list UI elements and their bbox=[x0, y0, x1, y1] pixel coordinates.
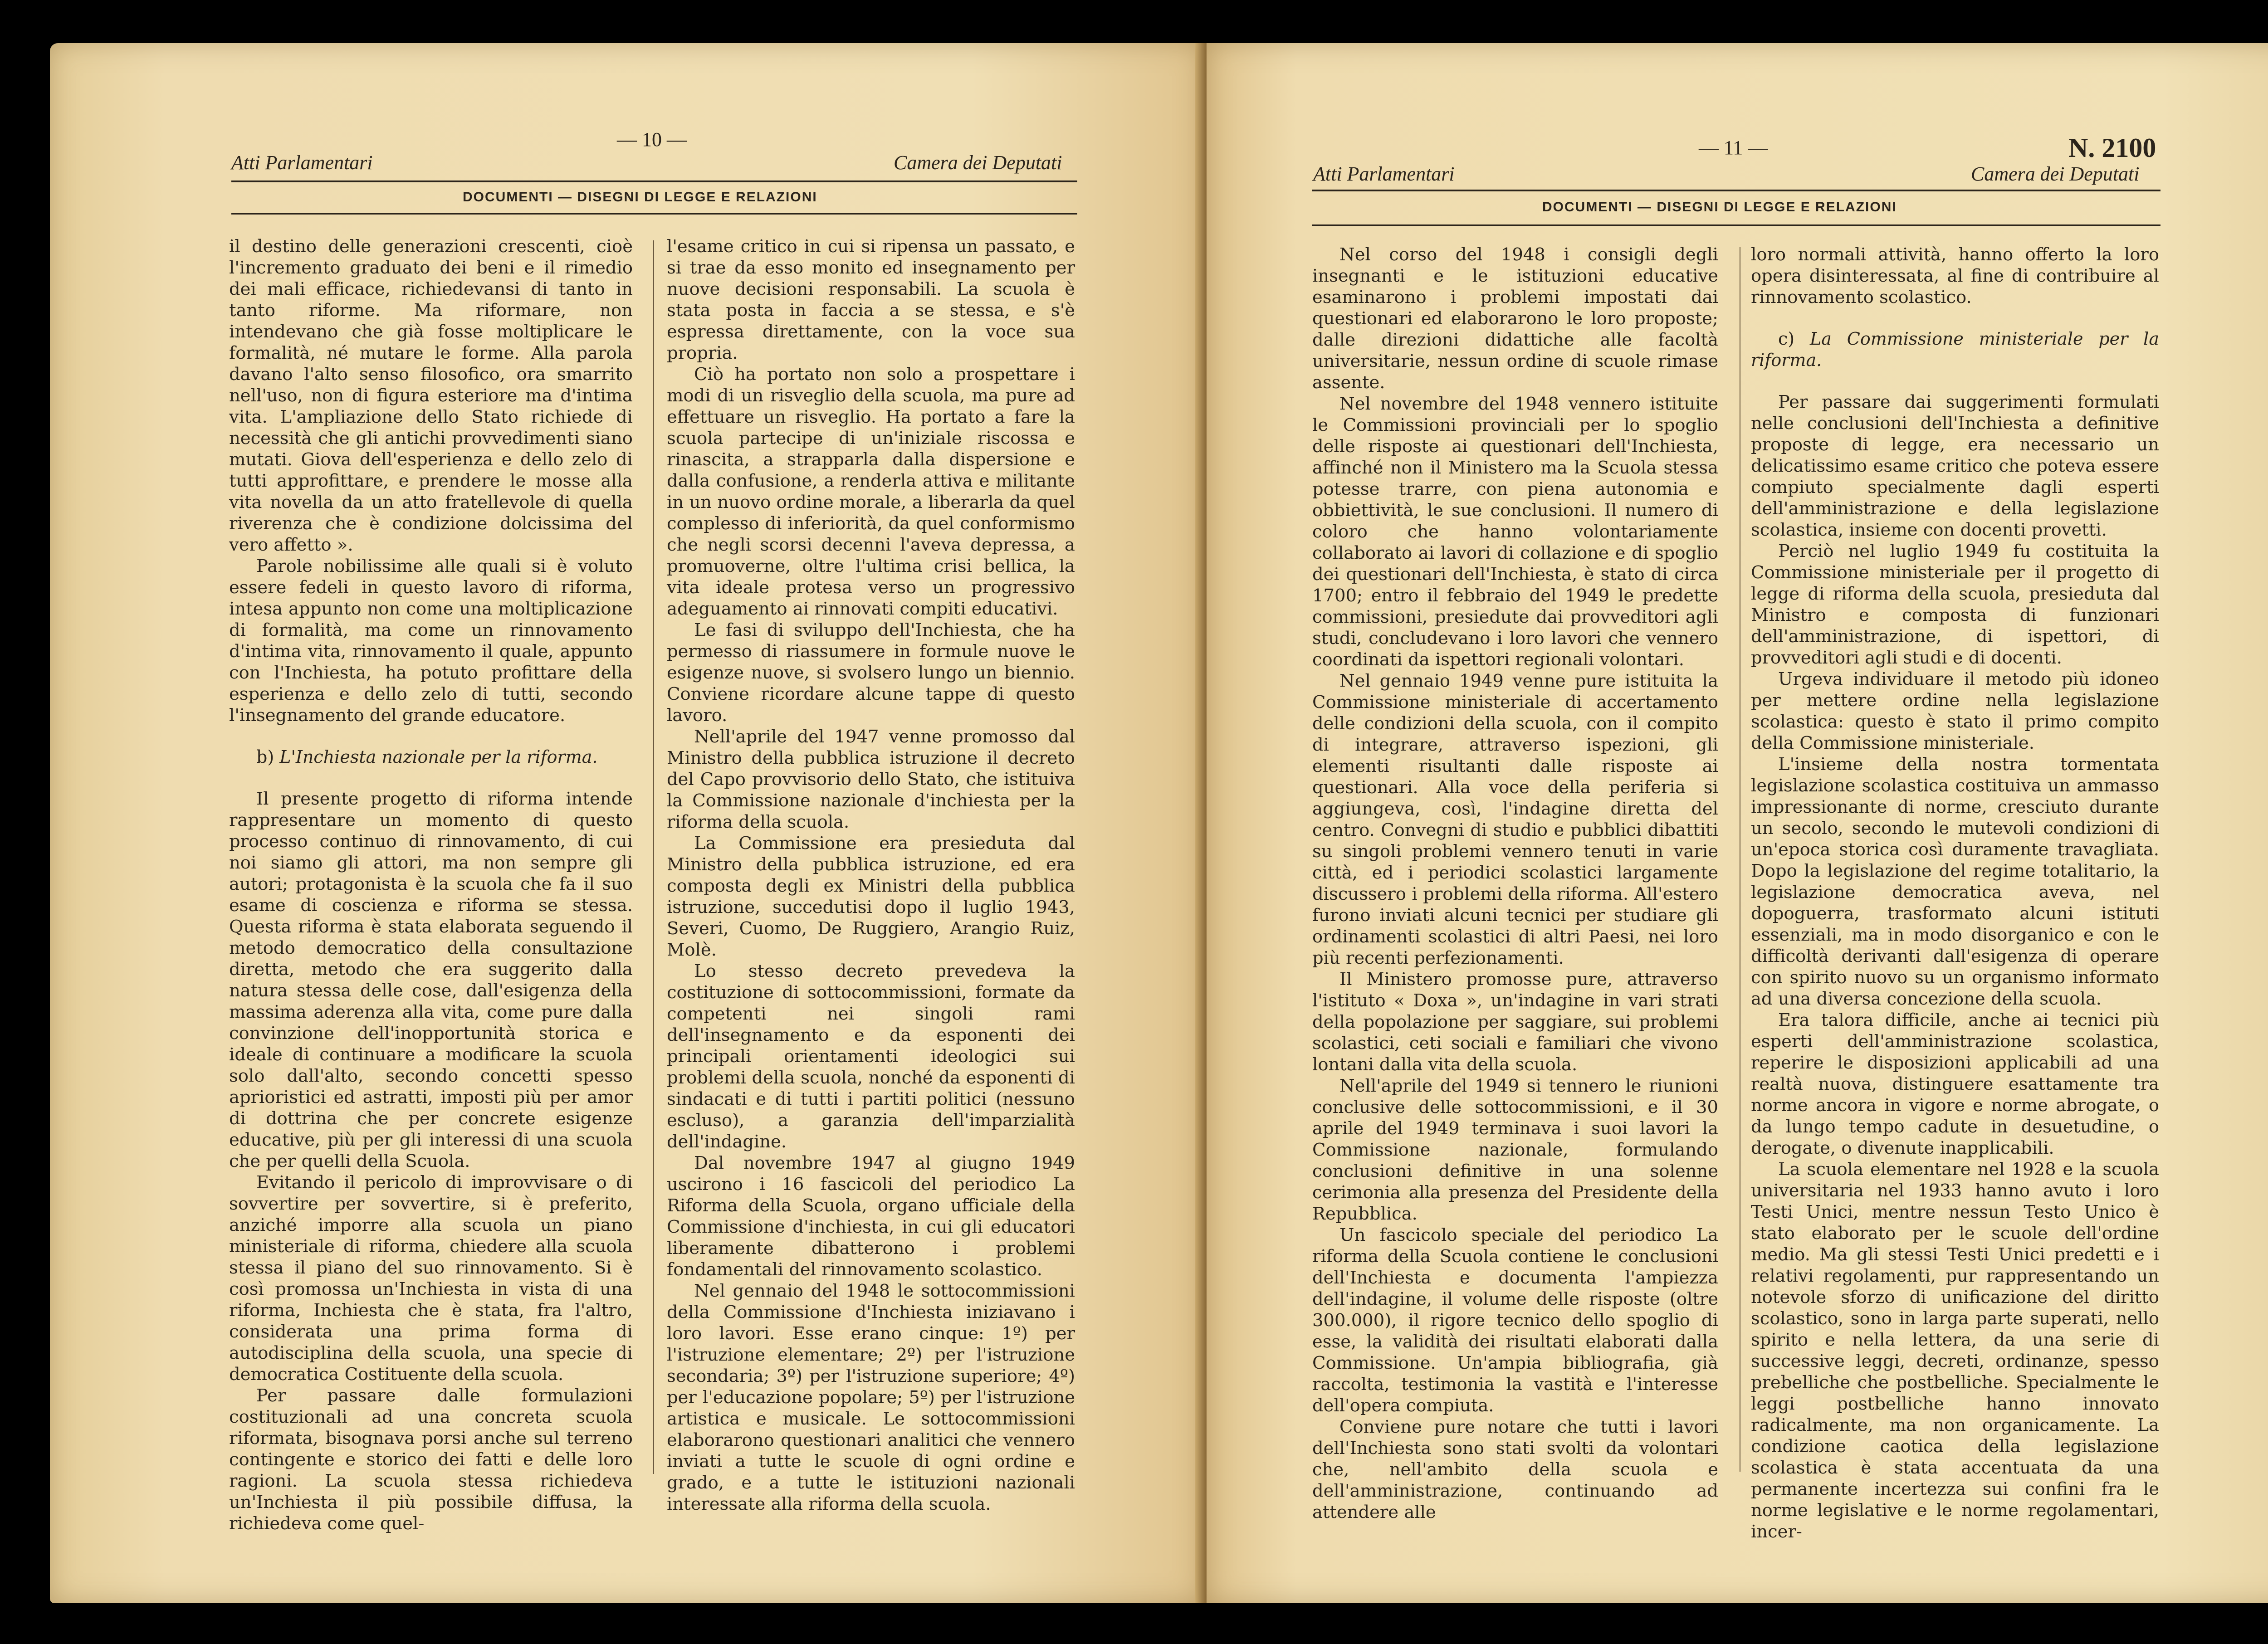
heading-label: b) bbox=[256, 747, 274, 767]
column-divider-left bbox=[653, 240, 654, 1474]
paragraph: Nell'aprile del 1949 si tennero le riunioni conclusive delle sottocommissioni, e il 30 aprile del 1949 terminava i suoi lavori la Commissione nazionale, formulando conclusioni definitive in una solenne cerimonia alla presenza del Presidente della Repubblica. bbox=[1312, 1076, 1718, 1224]
paragraph: Lo stesso decreto prevedeva la costituzione di sottocommissioni, formate da competenti nei singoli rami dell'insegnamento e da esponenti dei principali orientamenti ideologici sui problemi della scuola, nonché da esponenti di sindacati e di tutti i partiti politici (nessuno escluso), a garanzia dell'imparzialità dell'indagine. bbox=[667, 961, 1075, 1152]
paragraph: Per passare dai suggerimenti formulati nelle conclusioni dell'Inchiesta a definitive proposte di legge, era necessario un delicatissimo esame critico che poteva essere compiuto specialmente dagli esperti dell'amministrazione e della legislazione scolastica, insieme con docenti provetti. bbox=[1751, 392, 2159, 540]
heading-title: L'Inchiesta nazionale per la riforma. bbox=[279, 747, 598, 767]
left-column-1 bbox=[229, 236, 633, 1534]
document-number: N. 2100 bbox=[2068, 133, 2156, 163]
section-heading-b bbox=[229, 746, 633, 768]
paragraph: Per passare dalle formulazioni costituzionali ad una concreta scuola riformata, bisognava porsi anche sul terreno contingente e storico dei fatti e delle loro ragioni. La scuola stessa richiedeva un'Inchiesta il più possibile diffusa, la richiedeva come quel- bbox=[229, 1385, 633, 1534]
paragraph: l'esame critico in cui si ripensa un passato, e si trae da esso monito ed insegnamento per nuove decisioni responsabili. La scuola è stata posta in faccia a se stessa, e s'è espressa direttamente, con la voce sua propria. bbox=[667, 236, 1075, 363]
left-column-2 bbox=[667, 236, 1075, 1515]
paragraph: Le fasi di sviluppo dell'Inchiesta, che ha permesso di riassumere in formule nuove le esigenze nuove, si svolsero lungo un biennio. Conviene ricordare alcune tappe di questo lavoro. bbox=[667, 620, 1075, 726]
paragraph: Il presente progetto di riforma intende rappresentare un momento di questo processo continuo di rinnovamento, di cui noi siamo gli attori, ma non sempre gli autori; protagonista è la scuola che fa il suo esame di coscienza e riforma se stessa. Questa riforma è stata elaborata seguendo il metodo democratico della consultazione diretta, metodo che era suggerito dalla natura stessa delle cose, dall'esigenza della massima aderenza alla vita, come pure dalla convinzione dell'inopportunità storica e ideale di continuare a modificare la scuola solo dall'alto, secondo concetti spesso aprioristici ed astratti, imposti più per amor di dottrina che per concrete esigenze educative, più per gli interessi di una scuola che per quelli della Scuola. bbox=[229, 789, 633, 1171]
section-heading-c bbox=[1751, 328, 2159, 371]
header-rule-right bbox=[1312, 190, 2160, 191]
paragraph: loro normali attività, hanno offerto la loro opera disinteressata, al fine di contribuire al rinnovamento scolastico. bbox=[1751, 244, 2159, 307]
paragraph: Nell'aprile del 1947 venne promosso dal Ministro della pubblica istruzione il decreto del Capo provvisorio dello Stato, che istituiva la Commissione nazionale d'inchiesta per la riforma della scuola. bbox=[667, 727, 1075, 832]
paragraph: La scuola elementare nel 1928 e la scuola universitaria nel 1933 hanno avuto i loro Testi Unici, mentre nessun Testo Unico è stato elaborato per le scuole dell'ordine medio. Ma gli stessi Testi Unici predetti e i relativi regolamenti, pur rappresentando un notevole sforzo di unificazione del diritto scolastico, sono in larga parte superati, nello spirito e nella lettera, da una serie di successive leggi, decreti, ordinanze, spesso prebelliche che postbelliche. Specialmente le leggi postbelliche hanno innovato radicalmente, ma non organicamente. La condizione caotica della legislazione scolastica è stata accentuata da una permanente incertezza sui confini fra le norme legislative e le norme regolamentari, incer- bbox=[1751, 1159, 2159, 1542]
paragraph: Dal novembre 1947 al giugno 1949 uscirono i 16 fascicoli del periodico La Riforma della Scuola, organo ufficiale della Commissione d'inchiesta, in cui gli educatori liberamente dibatterono i problemi fondamentali del rinnovamento scolastico. bbox=[667, 1153, 1075, 1280]
section-title-right: DOCUMENTI — DISEGNI DI LEGGE E RELAZIONI bbox=[1542, 200, 1897, 215]
paragraph: Un fascicolo speciale del periodico La riforma della Scuola contiene le conclusioni dell'Inchiesta e documenta l'ampiezza dell'indagine, il volume delle risposte (oltre 300.000), il rigore tecnico dello spoglio di esse, la validità dei risultati elaborati dalla Commissione. Un'ampia bibliografia, già raccolta, testimonia la vastità e l'interesse dell'opera compiuta. bbox=[1312, 1225, 1718, 1416]
paragraph: Era talora difficile, anche ai tecnici più esperti dell'amministrazione scolastica, reperire le disposizioni applicabili ad una realtà nuova, distinguere esattamente tra norme ancora in vigore e norme abrogate, o da lungo tempo cadute in desuetudine, o derogate, o divenute inapplicabili. bbox=[1751, 1010, 2159, 1158]
heading-title: La Commissione ministeriale per la riforma. bbox=[1751, 329, 2159, 370]
paragraph: Conviene pure notare che tutti i lavori dell'Inchiesta sono stati svolti da volontari che, nell'ambito della scuola e dell'amministrazione, continuando ad attendere alle bbox=[1312, 1417, 1718, 1522]
header-rule-left bbox=[231, 180, 1077, 182]
paragraph: Nel gennaio del 1948 le sottocommissioni della Commissione d'Inchiesta iniziavano i loro lavori. Esse erano cinque: 1º) per l'istruzione elementare; 2º) per l'istruzione secondaria; 3º) per l'istruzione superiore; 4º) per l'educazione popolare; 5º) per l'istruzione artistica e musicale. Le sottocommissioni elaborarono questionari analitici che vennero inviati a tutte le scuole di ogni ordine e grado, e a tutte le istituzioni nazionali interessate alla riforma della scuola. bbox=[667, 1281, 1075, 1514]
paragraph: Nel novembre del 1948 vennero istituite le Commissioni provinciali per lo spoglio delle risposte ai questionari dell'Inchiesta, affinché non il Ministero ma la Scuola stessa potesse trarre, con piena autonomia e obbiettività, le sue conclusioni. Il numero di coloro che hanno volontariamente collaborato ai lavori di collazione e di spoglio dei questionari dell'Inchiesta, è stato di circa 1700; entro il febbraio del 1949 le predette commissioni, presiedute dai provveditori agli studi, concludevano i loro lavori che vennero coordinati da ispettori regionali volontari. bbox=[1312, 394, 1718, 670]
heading-label: c) bbox=[1778, 329, 1795, 349]
header-camera-deputati-right: Camera dei Deputati bbox=[1971, 163, 2140, 185]
paragraph: L'insieme della nostra tormentata legislazione scolastica costituiva un ammasso impressionante di norme, cresciuto durante un secolo, secondo le mutevoli condizioni di un'epoca storica così duramente travagliata. Dopo la legislazione del regime totalitario, la legislazione democratica aveva, nel dopoguerra, trasformato alcuni istituti essenziali, ma in modo disorganico e con le difficoltà derivanti dall'esigenza di operare con spirito nuovo su un organismo informato ad una diversa concezione della scuola. bbox=[1751, 754, 2159, 1009]
paragraph: Parole nobilissime alle quali si è voluto essere fedeli in questo lavoro di riforma, intesa appunto non come una moltiplicazione di formalità, ma come un rinnovamento d'intima vita, rinnovamento il quale, appunto con l'Inchiesta, ha potuto profittare della esperienza e dello zelo di tutti, secondo l'insegnamento del grande educatore. bbox=[229, 556, 633, 726]
section-rule-right bbox=[1312, 224, 2160, 226]
header-camera-deputati-left: Camera dei Deputati bbox=[894, 151, 1062, 174]
paragraph: Urgeva individuare il metodo più idoneo per mettere ordine nella legislazione scolastica: questo è stato il primo compito della Commissione ministeriale. bbox=[1751, 669, 2159, 753]
page-number-right: — 11 — bbox=[1699, 137, 1768, 159]
paragraph: Nel gennaio 1949 venne pure istituita la Commissione ministeriale di accertamento delle condizioni della scuola, con il compito di integrare, attraverso ispezioni, gli elementi risultanti dalle risposte ai questionari. Alla voce della periferia si aggiungeva, così, l'indagine diretta del centro. Convegni di studio e pubblici dibattiti su singoli problemi vennero tenuti in varie città, ed i periodici scolastici largamente discussero i problemi della riforma. All'estero furono inviati alcuni tecnici per studiare gli ordinamenti scolastici di altri Paesi, nei loro più recenti perfezionamenti. bbox=[1312, 671, 1718, 968]
section-rule-left bbox=[231, 213, 1077, 215]
paragraph: il destino delle generazioni crescenti, cioè l'incremento graduato dei beni e il rimedio dei mali efficace, richiedevansi di tanto in tanto riforme. Ma riformare, non intendevano che già fosse moltiplicare le formalità, né mutare le forme. Alla parola davano l'alto senso filosofico, ora smarrito nell'uso, non di figura esteriore ma d'intima vita. L'ampliazione dello Stato richiede di necessità che gli antichi provvedimenti siano mutati. Giova dell'esperienza e dello zelo di tutti approfittare, e prendere le mosse alla vita novella da un atto fratellevole di quella riverenza che è condizione dolcissima del vero affetto ». bbox=[229, 236, 633, 555]
page-number-left: — 10 — bbox=[617, 128, 687, 151]
right-column-2 bbox=[1751, 244, 2159, 1542]
paragraph: Il Ministero promosse pure, attraverso l'istituto « Doxa », un'indagine in vari strati della popolazione per saggiare, sui problemi scolastici, ceti sociali e familiari che vivono lontani dalla vita della scuola. bbox=[1312, 969, 1718, 1075]
paragraph: La Commissione era presieduta dal Ministro della pubblica istruzione, ed era composta degli ex Ministri della pubblica istruzione, succedutisi dopo il luglio 1943, Severi, Cuomo, De Ruggiero, Arangio Ruiz, Molè. bbox=[667, 833, 1075, 960]
paragraph: Nel corso del 1948 i consigli degli insegnanti e le istituzioni educative esaminarono i problemi impostati dai questionari ed elaborarono le loro proposte; dalle direzioni didattiche alle facoltà universitarie, nessun ordine di scuole rimase assente. bbox=[1312, 244, 1718, 393]
paragraph: Perciò nel luglio 1949 fu costituita la Commissione ministeriale per il progetto di legge di riforma della scuola, presieduta dal Ministro e composta di funzionari dell'amministrazione, di ispettori, di provveditori agli studi e di docenti. bbox=[1751, 541, 2159, 668]
paragraph: Evitando il pericolo di improvvisare o di sovvertire per sovvertire, si è preferito, anziché imporre alla scuola un piano ministeriale di riforma, chiedere alla scuola stessa il piano del suo rinnovamento. Si è così promossa un'Inchiesta in vista di una riforma, Inchiesta che è stata, fra l'altro, considerata una prima forma di autodisciplina della scuola, una specie di democratica Costituente della scuola. bbox=[229, 1172, 633, 1385]
right-column-1 bbox=[1312, 244, 1718, 1523]
section-title-left: DOCUMENTI — DISEGNI DI LEGGE E RELAZIONI bbox=[463, 190, 817, 205]
header-atti-parlamentari-left: Atti Parlamentari bbox=[231, 151, 373, 174]
paragraph: Ciò ha portato non solo a prospettare i modi di un risveglio della scuola, ma pure ad effettuare un risveglio. Ha portato a fare la scuola partecipe di un'iniziale riscossa e rinascita, a strapparla dalla dispersione e dalla confusione, a renderla attiva e militante in un nuovo ordine morale, a liberarla da quel complesso di inferiorità, da quel conformismo che negli scorsi decenni l'aveva depressa, a promuoverne, oltre l'ultima crisi bellica, la vita ideale protesa verso un progressivo adeguamento ai rinnovati compiti educativi. bbox=[667, 364, 1075, 619]
header-atti-parlamentari-right: Atti Parlamentari bbox=[1313, 163, 1455, 185]
